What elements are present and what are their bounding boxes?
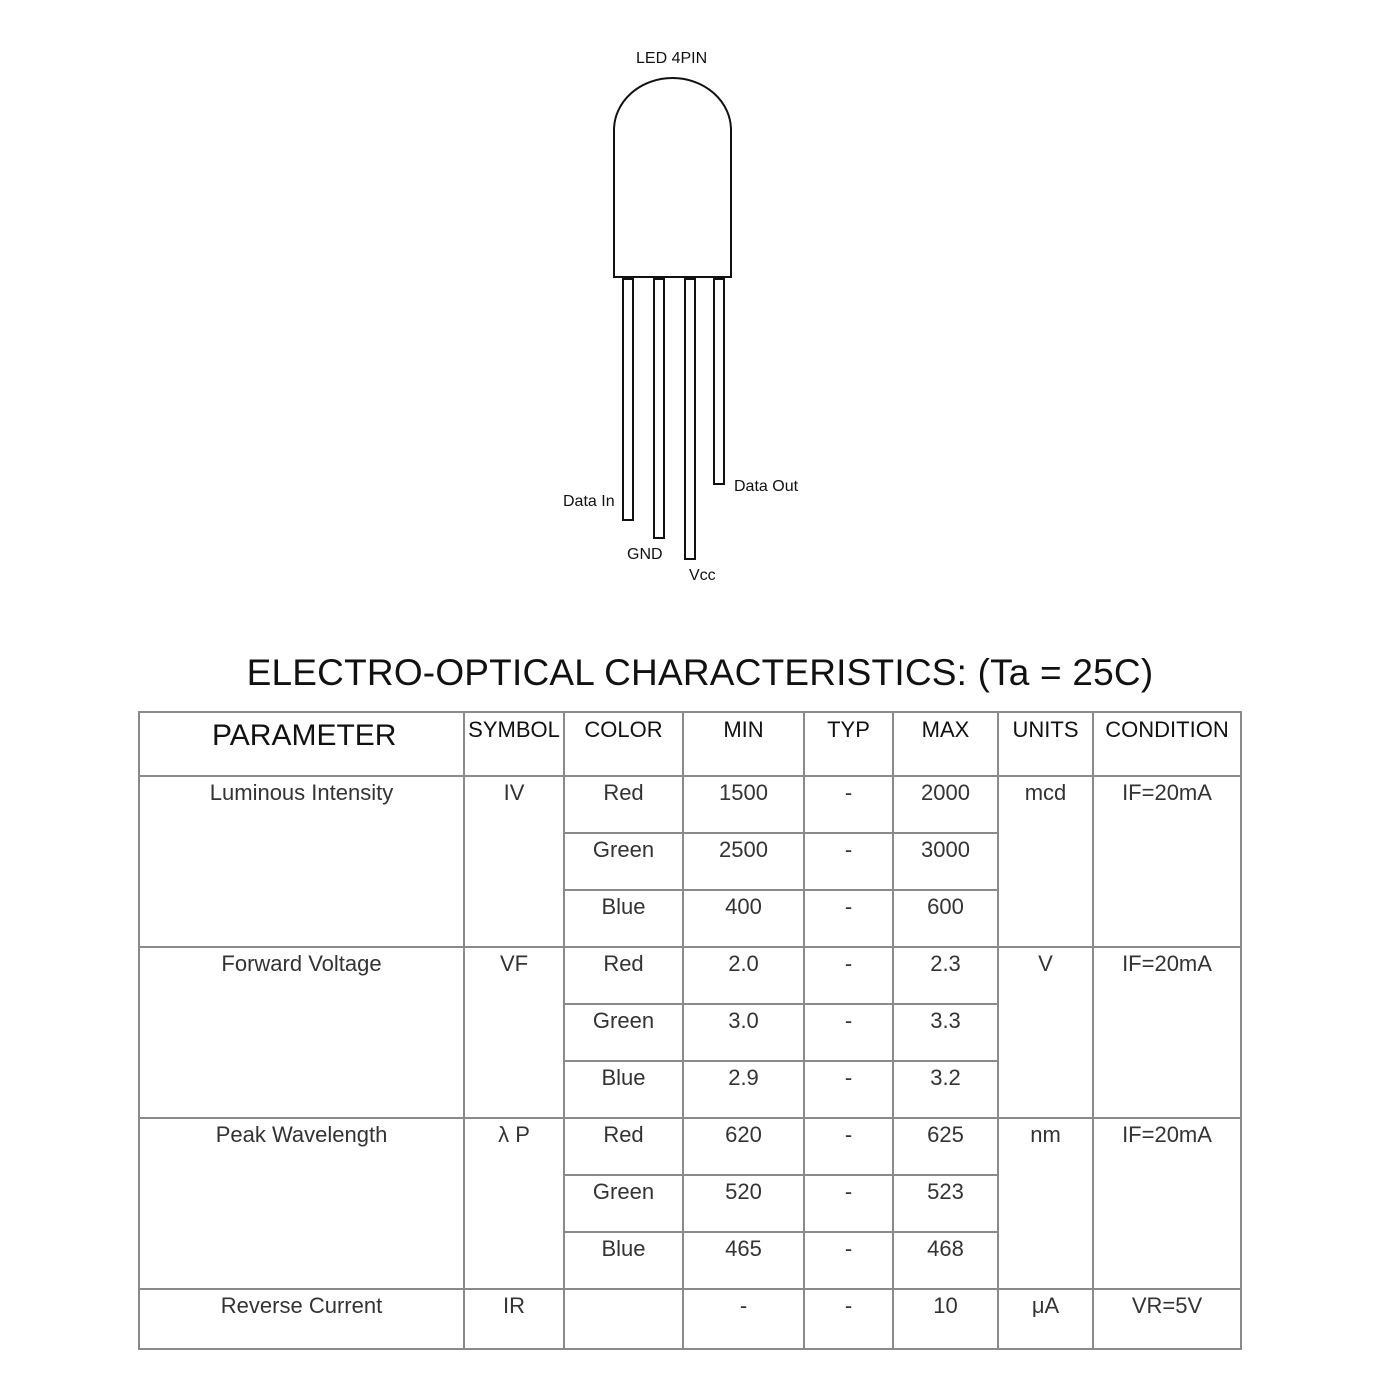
units-cell: nm bbox=[998, 1118, 1093, 1289]
typ-cell: - bbox=[804, 1232, 893, 1289]
typ-cell: - bbox=[804, 947, 893, 1004]
max-cell: 10 bbox=[893, 1289, 998, 1349]
condition-cell: IF=20mA bbox=[1093, 1118, 1241, 1289]
max-cell: 2000 bbox=[893, 776, 998, 833]
led-pinout-diagram bbox=[0, 0, 1400, 620]
max-cell: 523 bbox=[893, 1175, 998, 1232]
min-cell: 400 bbox=[683, 890, 804, 947]
color-cell: Green bbox=[564, 1004, 683, 1061]
color-cell: Red bbox=[564, 947, 683, 1004]
symbol-cell: IV bbox=[464, 776, 564, 947]
condition-cell: IF=20mA bbox=[1093, 947, 1241, 1118]
typ-cell: - bbox=[804, 833, 893, 890]
table-header-row bbox=[139, 712, 1241, 776]
pin-data-out bbox=[714, 279, 724, 484]
units-cell: V bbox=[998, 947, 1093, 1118]
max-cell: 3.2 bbox=[893, 1061, 998, 1118]
header-min: MIN bbox=[683, 712, 804, 776]
parameter-cell: Reverse Current bbox=[139, 1289, 464, 1349]
typ-cell: - bbox=[804, 1061, 893, 1118]
color-cell: Blue bbox=[564, 890, 683, 947]
color-cell: Blue bbox=[564, 1061, 683, 1118]
min-cell: 465 bbox=[683, 1232, 804, 1289]
typ-cell: - bbox=[804, 776, 893, 833]
max-cell: 600 bbox=[893, 890, 998, 947]
typ-cell: - bbox=[804, 1004, 893, 1061]
pin-label-data-out: Data Out bbox=[734, 478, 799, 495]
max-cell: 3000 bbox=[893, 833, 998, 890]
pin-label-gnd: GND bbox=[627, 546, 663, 563]
header-parameter: PARAMETER bbox=[139, 712, 464, 776]
pin-label-vcc: Vcc bbox=[689, 567, 716, 584]
typ-cell: - bbox=[804, 890, 893, 947]
condition-cell: IF=20mA bbox=[1093, 776, 1241, 947]
units-cell: μA bbox=[998, 1289, 1093, 1349]
min-cell: 520 bbox=[683, 1175, 804, 1232]
parameter-cell: Forward Voltage bbox=[139, 947, 464, 1118]
table-row bbox=[139, 947, 1241, 1004]
header-max: MAX bbox=[893, 712, 998, 776]
min-cell: 3.0 bbox=[683, 1004, 804, 1061]
symbol-cell: VF bbox=[464, 947, 564, 1118]
table-row-reverse-current bbox=[139, 1289, 1241, 1349]
symbol-cell: IR bbox=[464, 1289, 564, 1349]
characteristics-table bbox=[138, 711, 1242, 1350]
symbol-cell: λ P bbox=[464, 1118, 564, 1289]
pin-gnd bbox=[654, 279, 664, 538]
header-condition: CONDITION bbox=[1093, 712, 1241, 776]
max-cell: 3.3 bbox=[893, 1004, 998, 1061]
pin-label-data-in: Data In bbox=[563, 493, 615, 510]
header-color: COLOR bbox=[564, 712, 683, 776]
max-cell: 468 bbox=[893, 1232, 998, 1289]
color-cell: Red bbox=[564, 1118, 683, 1175]
led-body bbox=[614, 78, 731, 277]
min-cell: 2.9 bbox=[683, 1061, 804, 1118]
min-cell: 1500 bbox=[683, 776, 804, 833]
typ-cell: - bbox=[804, 1289, 893, 1349]
header-symbol: SYMBOL bbox=[464, 712, 564, 776]
header-typ: TYP bbox=[804, 712, 893, 776]
led-drawing bbox=[0, 0, 1400, 620]
min-cell: 620 bbox=[683, 1118, 804, 1175]
units-cell: mcd bbox=[998, 776, 1093, 947]
max-cell: 625 bbox=[893, 1118, 998, 1175]
typ-cell: - bbox=[804, 1175, 893, 1232]
min-cell: 2500 bbox=[683, 833, 804, 890]
led-title: LED 4PIN bbox=[636, 50, 708, 67]
color-cell: Green bbox=[564, 1175, 683, 1232]
parameter-cell: Peak Wavelength bbox=[139, 1118, 464, 1289]
color-cell: Green bbox=[564, 833, 683, 890]
pin-vcc bbox=[685, 279, 695, 559]
color-cell: Red bbox=[564, 776, 683, 833]
max-cell: 2.3 bbox=[893, 947, 998, 1004]
table-title: ELECTRO-OPTICAL CHARACTERISTICS: (Ta = 25C) bbox=[246, 652, 1154, 693]
min-cell: - bbox=[683, 1289, 804, 1349]
header-units: UNITS bbox=[998, 712, 1093, 776]
table-row bbox=[139, 1118, 1241, 1175]
table-row bbox=[139, 776, 1241, 833]
typ-cell: - bbox=[804, 1118, 893, 1175]
min-cell: 2.0 bbox=[683, 947, 804, 1004]
pin-data-in bbox=[623, 279, 633, 520]
color-cell bbox=[564, 1289, 683, 1349]
parameter-cell: Luminous Intensity bbox=[139, 776, 464, 947]
condition-cell: VR=5V bbox=[1093, 1289, 1241, 1349]
color-cell: Blue bbox=[564, 1232, 683, 1289]
